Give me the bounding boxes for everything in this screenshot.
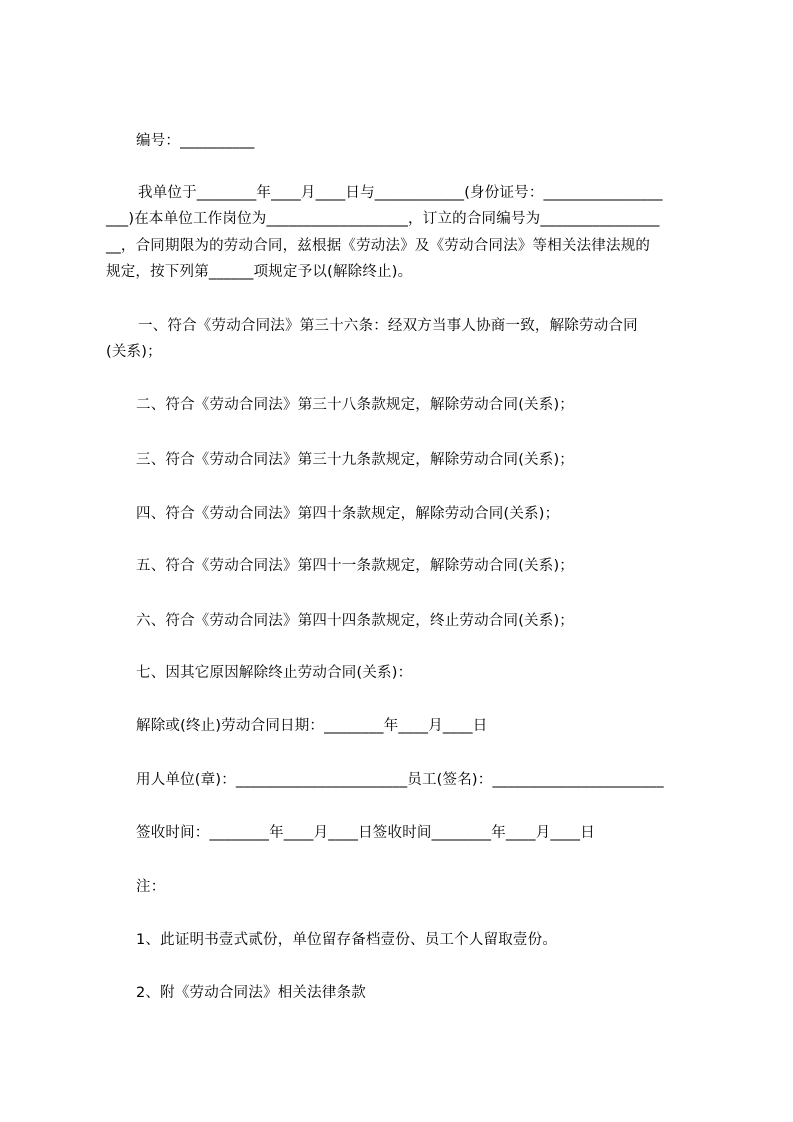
intro-line-2: ___)在本单位工作岗位为___________________，订立的合同编号为________________ (106, 211, 660, 227)
termination-date-line: 解除或(终止)劳动合同日期：________年____月____日 (136, 718, 488, 734)
signature-line: 用人单位(章)：_______________________员工(签名)：_______________________ (136, 772, 664, 788)
note-label: 注： (136, 879, 166, 895)
clause-1-line-2: (关系)； (106, 344, 162, 360)
receipt-time-line: 签收时间：________年____月____日签收时间________年____月____日 (136, 825, 595, 841)
intro-line-4: 规定，按下列第______项规定予以(解除终止)。 (106, 264, 413, 280)
clause-7: 七、因其它原因解除终止劳动合同(关系)： (136, 665, 413, 681)
clause-6: 六、符合《劳动合同法》第四十四条款规定，终止劳动合同(关系)； (136, 613, 575, 629)
contract-number-label: 编号：__________ (136, 133, 255, 149)
clause-3: 三、符合《劳动合同法》第三十九条款规定，解除劳动合同(关系)； (136, 452, 575, 468)
note-2: 2、附《劳动合同法》相关法律条款 (136, 985, 366, 1001)
clause-5: 五、符合《劳动合同法》第四十一条款规定，解除劳动合同(关系)； (136, 558, 575, 574)
intro-line-1: 我单位于________年____月____日与____________(身份证号：________________ (138, 185, 663, 201)
note-1: 1、此证明书壹式贰份，单位留存备档壹份、员工个人留取壹份。 (136, 932, 558, 948)
clause-1-line-1: 一、符合《劳动合同法》第三十六条：经双方当事人协商一致，解除劳动合同 (138, 318, 638, 334)
clause-2: 二、符合《劳动合同法》第三十八条款规定，解除劳动合同(关系)； (136, 397, 575, 413)
clause-4: 四、符合《劳动合同法》第四十条款规定，解除劳动合同(关系)； (136, 506, 560, 522)
intro-line-3: __，合同期限为的劳动合同，兹根据《劳动法》及《劳动合同法》等相关法律法规的 (106, 238, 651, 254)
